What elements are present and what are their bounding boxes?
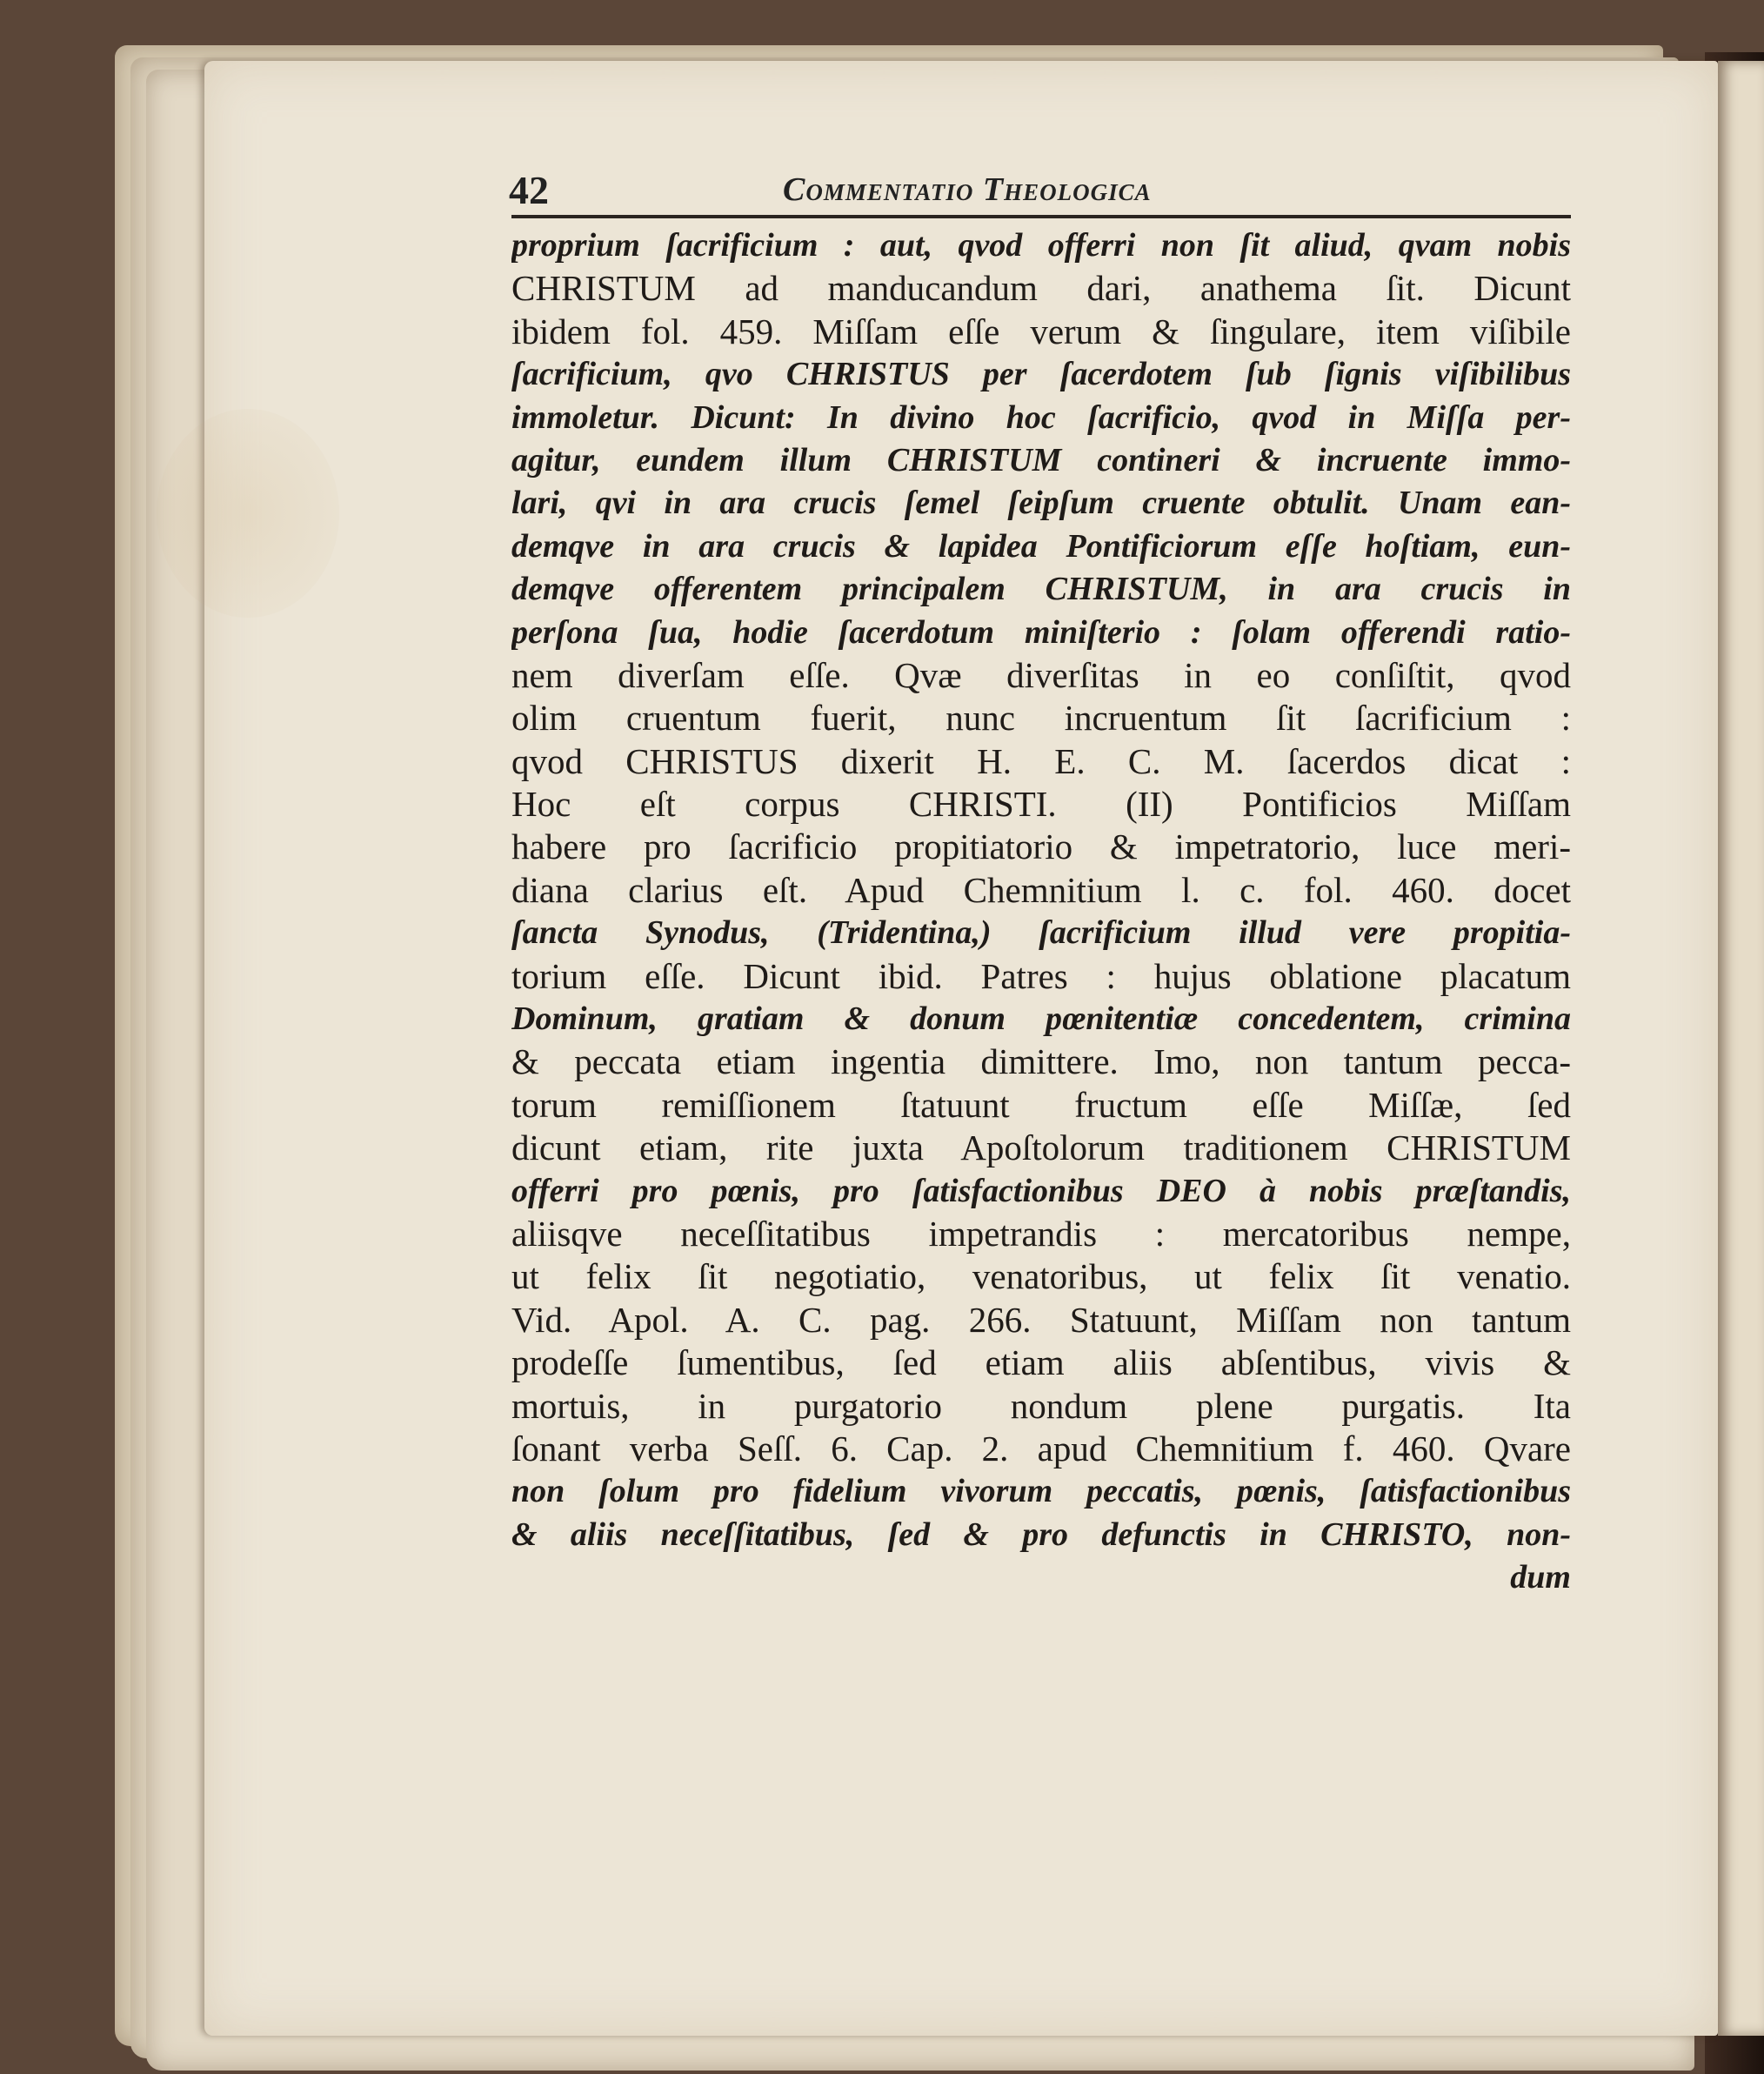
text-line: proprium ſacrificium : aut, qvod offerri non ſit aliud, qvam nobis <box>511 227 1571 264</box>
text-line: offerri pro pœnis, pro ſatisfactionibus DEO à nobis præſtandis, <box>511 1172 1571 1209</box>
text-line: aliisqve neceſſitatibus impetrandis : mercatoribus nempe, <box>511 1213 1571 1254</box>
running-head: Commentatio Theologica <box>783 171 1152 208</box>
text-line: prodeſſe ſumentibus, ſed etiam aliis abſentibus, vivis & <box>511 1342 1571 1383</box>
text-line: Hoc eſt corpus CHRISTI. (II) Pontificios Miſſam <box>511 784 1571 825</box>
text-line: agitur, eundem illum CHRISTUM contineri & incruente immo- <box>511 441 1571 478</box>
text-line: dicunt etiam, rite juxta Apoſtolorum traditionem CHRISTUM <box>511 1127 1571 1168</box>
catchword: dum <box>1510 1559 1571 1596</box>
text-line: Dominum, gratiam & donum pœnitentiæ concedentem, crimina <box>511 1000 1571 1038</box>
text-line: CHRISTUM ad manducandum dari, anathema ſit. Dicunt <box>511 268 1571 309</box>
paper-stain <box>157 409 339 618</box>
text-line: ſonant verba Seſſ. 6. Cap. 2. apud Chemnitium f. 460. Qvare <box>511 1428 1571 1469</box>
text-line: habere pro ſacrificio propitiatorio & impetratorio, luce meri- <box>511 826 1571 867</box>
text-line: olim cruentum fuerit, nunc incruentum ſit ſacrificium : <box>511 698 1571 739</box>
text-line: demqve offerentem principalem CHRISTUM, in ara crucis in <box>511 571 1571 608</box>
page-header <box>509 167 1570 219</box>
text-line: qvod CHRISTUS dixerit H. E. C. M. ſacerdos dicat : <box>511 740 1571 781</box>
text-line: nem diverſam eſſe. Qvæ diverſitas in eo conſiſtit, qvod <box>511 654 1571 695</box>
text-line: Vid. Apol. A. C. pag. 266. Statuunt, Miſſam non tantum <box>511 1299 1571 1340</box>
text-line: lari, qvi in ara crucis ſemel ſeipſum cruente obtulit. Unam ean- <box>511 485 1571 522</box>
text-line: & aliis neceſſitatibus, ſed & pro defunctis in CHRISTO, non- <box>511 1515 1571 1553</box>
text-line: immoletur. Dicunt: In divino hoc ſacrificio, qvod in Miſſa per- <box>511 398 1571 436</box>
text-line: mortuis, in purgatorio nondum plene purgatis. Ita <box>511 1385 1571 1426</box>
text-line: torum remiſſionem ſtatuunt fructum eſſe Miſſæ, ſed <box>511 1084 1571 1125</box>
text-line: ſancta Synodus, (Tridentina,) ſacrificium illud vere propitia- <box>511 914 1571 952</box>
header-rule <box>511 215 1571 218</box>
text-line: ſacrificium, qvo CHRISTUS per ſacerdotem ſub ſignis viſibilibus <box>511 356 1571 393</box>
text-line: ibidem fol. 459. Miſſam eſſe verum & ſingulare, item viſibile <box>511 311 1571 351</box>
facing-page-edge <box>1718 61 1764 2036</box>
text-line: torium eſſe. Dicunt ibid. Patres : hujus oblatione placatum <box>511 955 1571 996</box>
text-line: non ſolum pro fidelium vivorum peccatis, pœnis, ſatisfactionibus <box>511 1473 1571 1510</box>
text-line: demqve in ara crucis & lapidea Pontificiorum eſſe hoſtiam, eun- <box>511 527 1571 565</box>
page-number: 42 <box>509 168 549 212</box>
body-text <box>511 224 1571 1600</box>
text-line: perſona ſua, hodie ſacerdotum miniſterio : ſolam offerendi ratio- <box>511 613 1571 651</box>
text-line: diana clarius eſt. Apud Chemnitium l. c. fol. 460. docet <box>511 869 1571 910</box>
text-line: & peccata etiam ingentia dimittere. Imo, non tantum pecca- <box>511 1041 1571 1082</box>
text-line: ut felix ſit negotiatio, venatoribus, ut felix ſit venatio. <box>511 1256 1571 1297</box>
